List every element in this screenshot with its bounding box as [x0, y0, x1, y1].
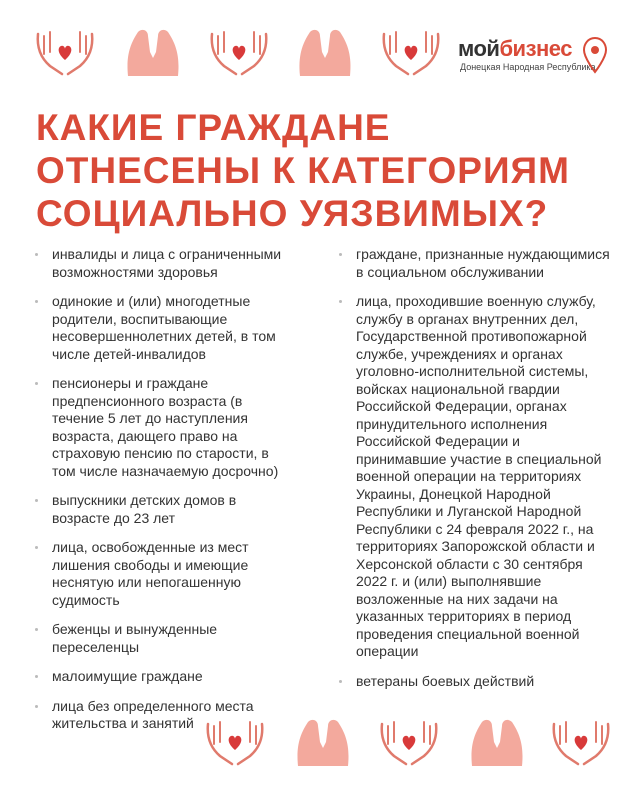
list-item: пенсионеры и граждане предпенсионного возраста (в течение 5 лет до наступления возраста, дающего право на страховую пенсию по старости, в том числе назначаемую досрочно) — [34, 375, 296, 480]
hands-heart-icon — [288, 706, 358, 776]
hands-heart-icon — [30, 14, 100, 84]
bullet-icon — [339, 300, 342, 303]
bullet-icon — [339, 680, 342, 683]
list-item: инвалиды и лица с ограниченными возможностями здоровья — [34, 246, 296, 281]
bullet-icon — [35, 499, 38, 502]
hands-heart-icon — [546, 704, 616, 774]
bullet-icon — [35, 382, 38, 385]
location-rocket-icon — [582, 36, 608, 76]
list-item: выпускники детских домов в возрасте до 23 лет — [34, 492, 296, 527]
logo-wordmark: мойбизнес — [458, 36, 572, 61]
list-item: одинокие и (или) многодетные родители, воспитывающие несовершеннолетних детей, в том числе детей-инвалидов — [34, 293, 296, 363]
list-item: лица, проходившие военную службу, службу в органах внутренних дел, Государственной противопожарной службе, учреждениях и органах уголовно-исполнительной системы, войсках национальной гвардии Российской Федерации, органах принудительного исполнения Российской Федерации и принимавшие участие в специальной военной операции на территориях Украины, Донецкой Народной Республики и Луганской Народной Республики с 24 февраля 2022 г., на территориях Запорожской области и Херсонской области с 30 сентября 2022 г. и (или) выполнявшие возложенные на них задачи на указанных территориях в период проведения специальной военной операции — [338, 293, 610, 661]
list-item: беженцы и вынужденные переселенцы — [34, 621, 296, 656]
list-item: ветераны боевых действий — [338, 673, 610, 691]
brand-logo — [458, 34, 608, 84]
left-category-list — [34, 246, 296, 745]
right-category-list — [338, 246, 610, 702]
bullet-icon — [35, 300, 38, 303]
hands-heart-icon — [462, 706, 532, 776]
bullet-icon — [35, 675, 38, 678]
hands-heart-icon — [200, 704, 270, 774]
hands-heart-icon — [204, 14, 274, 84]
hands-heart-icon — [118, 16, 188, 86]
bottom-hands-decoration — [0, 704, 640, 784]
hands-heart-icon — [376, 14, 446, 84]
list-item: лица, освобожденные из мест лишения свободы и имеющие неснятую или непогашенную судимость — [34, 539, 296, 609]
logo-subtitle: Донецкая Народная Республика — [460, 62, 596, 72]
page-title: КАКИЕ ГРАЖДАНЕ ОТНЕСЕНЫ К КАТЕГОРИЯМ СОЦИАЛЬНО УЯЗВИМЫХ? — [36, 107, 570, 234]
hands-heart-icon — [290, 16, 360, 86]
list-item: лица без определенного места жительства и занятий — [34, 698, 296, 733]
bullet-icon — [35, 546, 38, 549]
bullet-icon — [35, 253, 38, 256]
hands-heart-icon — [374, 704, 444, 774]
bullet-icon — [35, 628, 38, 631]
list-item: граждане, признанные нуждающимися в социальном обслуживании — [338, 246, 610, 281]
list-item: малоимущие граждане — [34, 668, 296, 686]
bullet-icon — [339, 253, 342, 256]
